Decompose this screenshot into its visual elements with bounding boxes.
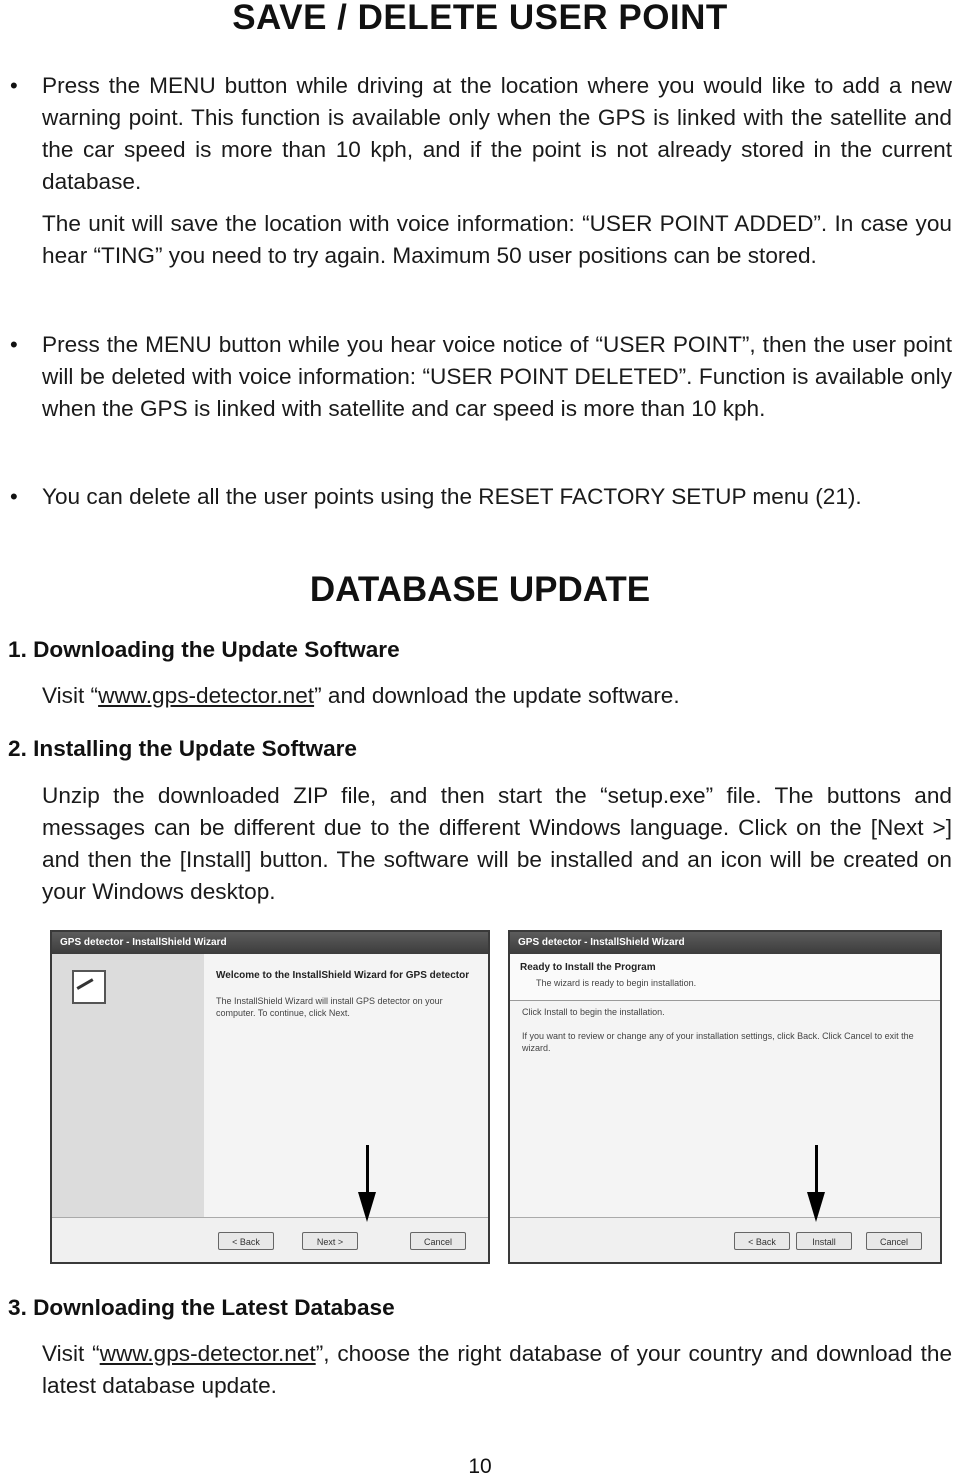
arrow-head-icon xyxy=(358,1192,376,1222)
bullet-1-paragraph-1: Press the MENU button while driving at the location where you would like to add a new warning point. This function is available only when the GPS is linked with the satellite and the car speed is more than 10 kph, and if the point is not already stored in the current database. xyxy=(42,73,952,194)
bullet-marker: • xyxy=(10,332,18,357)
page-number: 10 xyxy=(468,1455,492,1478)
installer-welcome-screenshot xyxy=(50,930,490,1264)
wizard-heading: Welcome to the InstallShield Wizard for GPS detector xyxy=(216,970,470,981)
arrow-down-icon xyxy=(815,1145,818,1197)
installer-ready-screenshot xyxy=(508,930,942,1264)
bullet-marker: • xyxy=(10,73,18,98)
wizard-button-bar xyxy=(510,1217,940,1262)
wizard-text: The InstallShield Wizard will install GPS detector on your computer. To continue, click Next. xyxy=(216,996,443,1018)
bullet-marker: • xyxy=(10,484,18,509)
arrow-head-icon xyxy=(807,1192,825,1222)
step-2-text: Unzip the downloaded ZIP file, and then start the “setup.exe” file. The buttons and messages can be different due to the different Windows language. Click on the [Next >] and then the [Install] button. The software will be installed and an icon will be created on your Windows desktop. xyxy=(42,783,952,904)
step-3-text: Visit “www.gps-detector.net”, choose the right database of your country and download the latest database update. xyxy=(42,1341,953,1398)
wizard-content xyxy=(522,1006,928,1066)
bullet-3-paragraph: You can delete all the user points using the RESET FACTORY SETUP menu (21). xyxy=(42,484,862,509)
wizard-text: If you want to review or change any of your installation settings, click Back. Click Cancel to exit the wizard. xyxy=(522,1031,914,1053)
step-1-heading: 1. Downloading the Update Software xyxy=(8,637,400,662)
page-title: SAVE / DELETE USER POINT xyxy=(232,0,728,37)
step-2-heading: 2. Installing the Update Software xyxy=(8,736,358,761)
wizard-side-panel xyxy=(52,954,204,1218)
wizard-text: Click Install to begin the installation. xyxy=(522,1007,665,1017)
section-title: DATABASE UPDATE xyxy=(309,570,651,609)
cancel-button[interactable]: Cancel xyxy=(866,1232,922,1250)
step-1-text: Visit “www.gps-detector.net” and download the update software. xyxy=(42,683,680,708)
step-3-heading: 3. Downloading the Latest Database xyxy=(8,1295,395,1320)
wizard-banner xyxy=(510,954,940,1001)
wizard-subheading: The wizard is ready to begin installation. xyxy=(536,978,697,988)
wizard-button-bar xyxy=(52,1217,488,1262)
website-link[interactable]: www.gps-detector.net xyxy=(98,683,315,708)
back-button[interactable]: < Back xyxy=(734,1232,790,1250)
window-title: GPS detector - InstallShield Wizard xyxy=(52,932,488,954)
next-button[interactable]: Next > xyxy=(302,1232,358,1250)
bullet-1-paragraph-2: The unit will save the location with voice information: “USER POINT ADDED”. In case you hear “TING” you need to try again. Maximum 50 user positions can be stored. xyxy=(42,211,952,268)
cancel-button[interactable]: Cancel xyxy=(410,1232,466,1250)
website-link[interactable]: www.gps-detector.net xyxy=(99,1341,316,1366)
install-button[interactable]: Install xyxy=(796,1232,852,1250)
window-title: GPS detector - InstallShield Wizard xyxy=(510,932,940,954)
installer-icon xyxy=(72,970,106,1004)
back-button[interactable]: < Back xyxy=(218,1232,274,1250)
wizard-content xyxy=(204,954,488,1218)
wizard-heading: Ready to Install the Program xyxy=(520,962,656,973)
arrow-down-icon xyxy=(366,1145,369,1197)
bullet-2-paragraph: Press the MENU button while you hear voice notice of “USER POINT”, then the user point will be deleted with voice information: “USER POINT DELETED”. Function is available only when the GPS is linked with satellite and car speed is more than 10 kph. xyxy=(42,332,952,421)
